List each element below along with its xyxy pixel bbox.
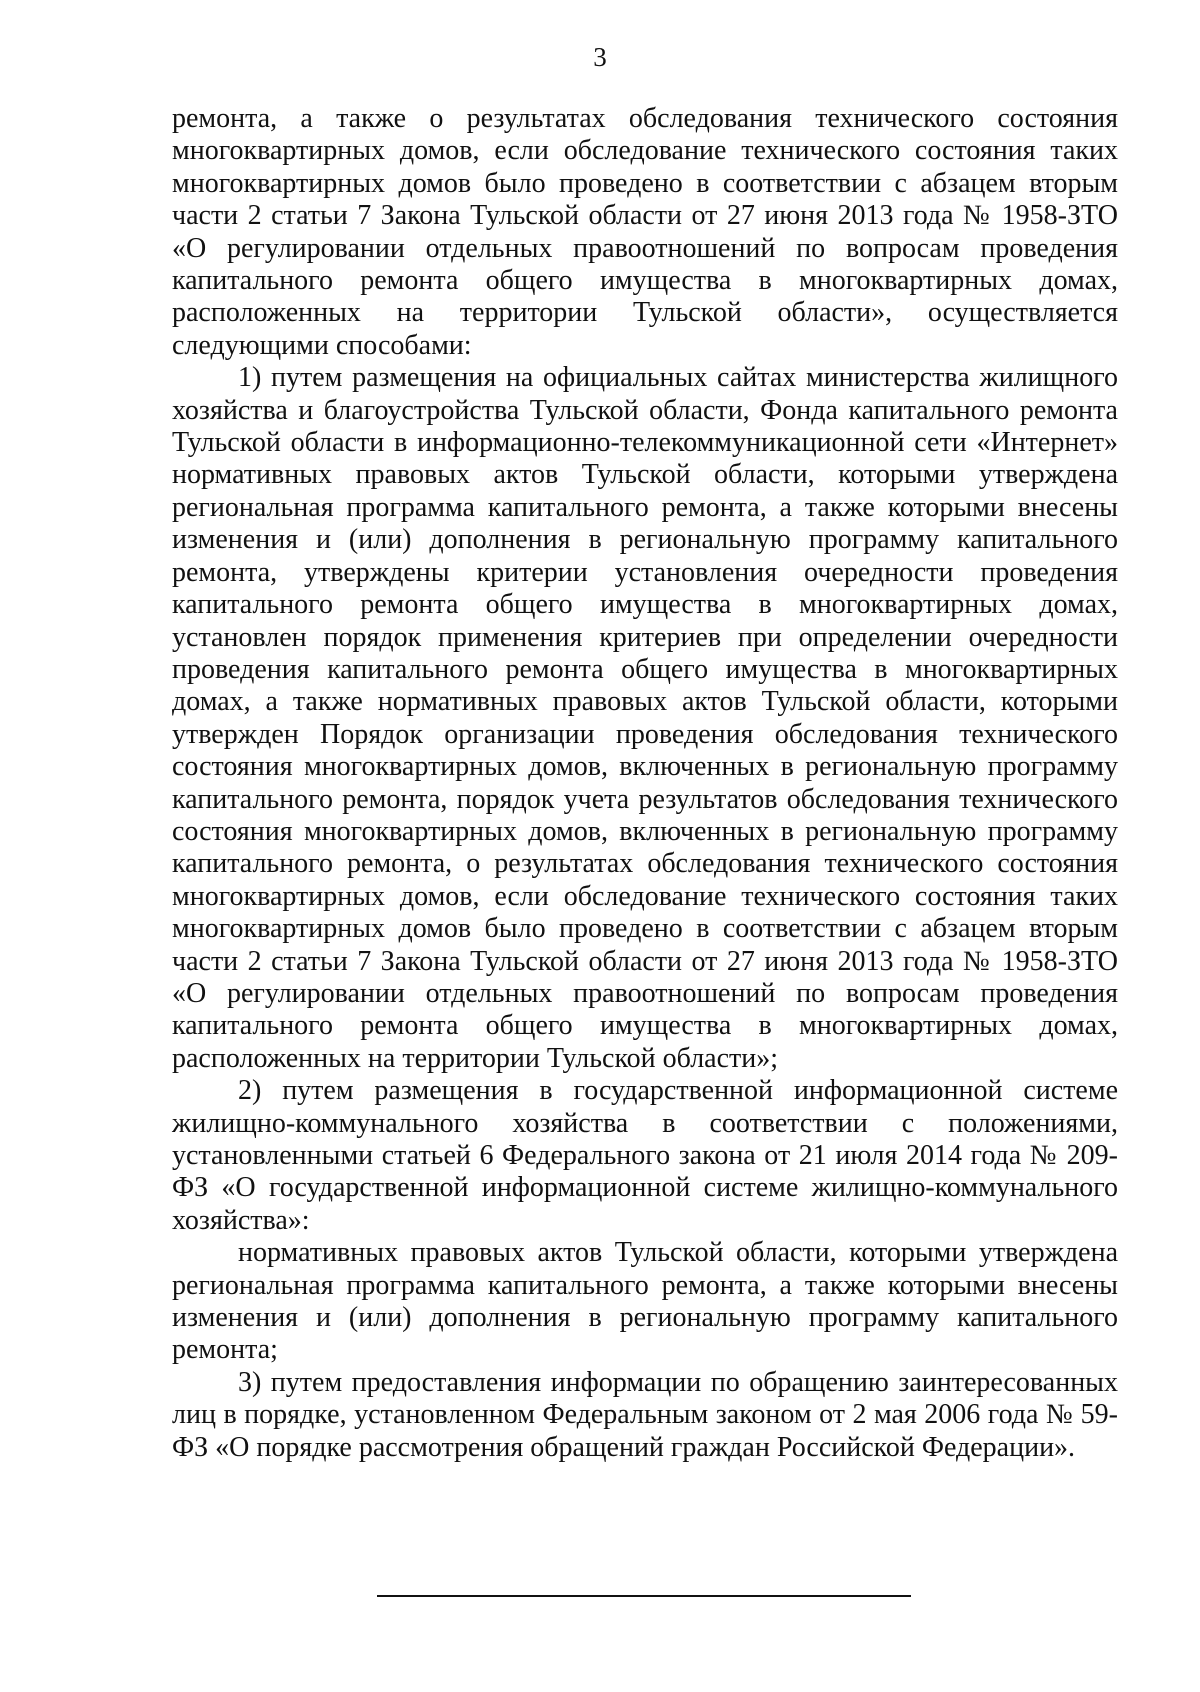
- paragraph-intro-continuation: ремонта, а также о результатах обследования технического состояния многоквартирных домов, если обследование технического состояния таких многоквартирных домов было проведено в соответствии с абзацем вторым части 2 статьи 7 Закона Тульской области от 27 июня 2013 года № 1958-ЗТО «О регулировании отдельных правоотношений по вопросам проведения капитального ремонта общего имущества в многоквартирных домах, расположенных на территории Тульской области», осуществляется следующими способами:: [172, 103, 1118, 361]
- paragraph-item-3: 3) путем предоставления информации по обращению заинтересованных лиц в порядке, установленном Федеральным законом от 2 мая 2006 года № 59-ФЗ «О порядке рассмотрения обращений граждан Российской Федерации».: [172, 1366, 1118, 1463]
- end-of-document-rule: [377, 1595, 911, 1597]
- paragraph-item-2: 2) путем размещения в государственной информационной системе жилищно-коммунального хозяйства в соответствии с положениями, установленными статьей 6 Федерального закона от 21 июля 2014 года № 209-ФЗ «О государственной информационной системе жилищно-коммунального хозяйства»:: [172, 1075, 1118, 1236]
- paragraph-item-1: 1) путем размещения на официальных сайтах министерства жилищного хозяйства и благоустройства Тульской области, Фонда капитального ремонта Тульской области в информационно-телекоммуникационной сети «Интернет» нормативных правовых актов Тульской области, которыми утверждена региональная программа капитального ремонта, а также которыми внесены изменения и (или) дополнения в региональную программу капитального ремонта, утверждены критерии установления очередности проведения капитального ремонта общего имущества в многоквартирных домах, установлен порядок применения критериев при определении очередности проведения капитального ремонта общего имущества в многоквартирных домах, а также нормативных правовых актов Тульской области, которыми утвержден Порядок организации проведения обследования технического состояния многоквартирных домов, включенных в региональную программу капитального ремонта, порядок учета результатов обследования технического состояния многоквартирных домов, включенных в региональную программу капитального ремонта, о результатах обследования технического состояния многоквартирных домов, если обследование технического состояния таких многоквартирных домов было проведено в соответствии с абзацем вторым части 2 статьи 7 Закона Тульской области от 27 июня 2013 года № 1958-ЗТО «О регулировании отдельных правоотношений по вопросам проведения капитального ремонта общего имущества в многоквартирных домах, расположенных на территории Тульской области»;: [172, 362, 1118, 1074]
- paragraph-item-2-list: нормативных правовых актов Тульской области, которыми утверждена региональная программа капитального ремонта, а также которыми внесены изменения и (или) дополнения в региональную программу капитального ремонта;: [172, 1237, 1118, 1366]
- page-number: 3: [593, 42, 607, 72]
- document-body: [172, 103, 1118, 1464]
